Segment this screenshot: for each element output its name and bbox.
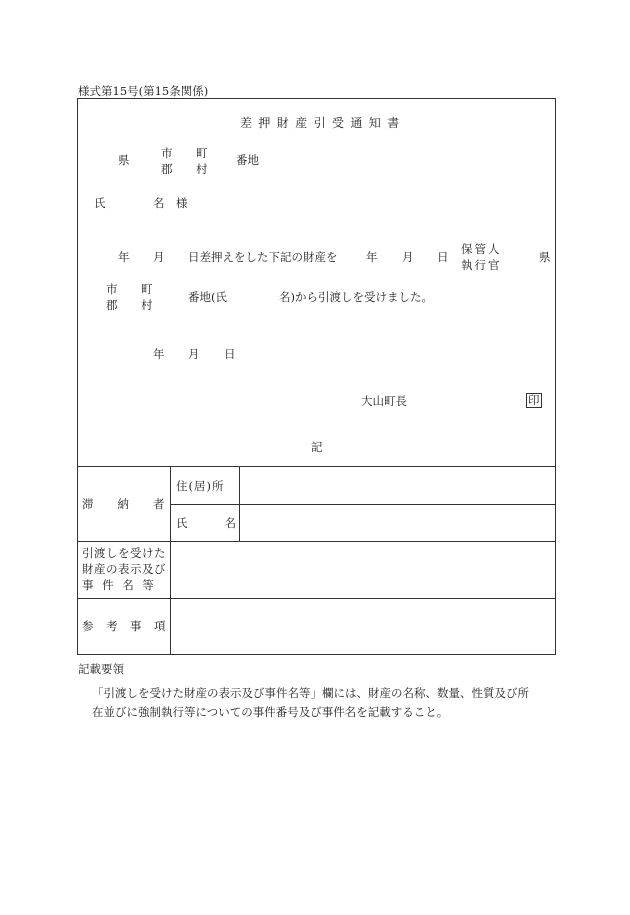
issuer-name: 大山町長 (361, 394, 407, 408)
notes-line-2: 在並びに強制執行等についての事件番号及び事件名を記載すること。 (92, 705, 449, 719)
label-taino-text: 滞納者 (82, 497, 189, 511)
address-ken: 県 (118, 153, 130, 167)
ki-label: 記 (311, 440, 323, 454)
document-title: 差押財産引受通知書 (240, 116, 406, 130)
body-nichi: 日 (437, 250, 449, 264)
body-shi: 市 (106, 282, 118, 296)
body-mura: 村 (141, 298, 153, 312)
body-hokan: 保管人 (461, 242, 502, 256)
label-shimei: 氏名 (176, 516, 273, 530)
address-banchi: 番地 (236, 153, 259, 167)
body-gun: 郡 (106, 298, 118, 312)
form-number: 様式第15号(第15条関係) (78, 84, 209, 98)
label-sanko: 参考事項 (82, 619, 178, 633)
addressee-shi: 氏 (94, 196, 106, 210)
body-tsuki-2: 月 (402, 250, 414, 264)
address-shi: 市 (161, 146, 173, 160)
body-ken: 県 (539, 250, 551, 264)
addressee-mei: 名 (153, 196, 165, 210)
label-property-1: 引渡しを受けた (82, 546, 166, 560)
addressee-sama: 様 (176, 196, 188, 210)
label-jusho: 住(居)所 (176, 479, 225, 493)
label-property-3: 事件名等 (82, 578, 163, 592)
table-row-divider-1 (170, 504, 556, 505)
address-mura: 村 (196, 162, 208, 176)
body-nen: 年 (118, 250, 130, 264)
seal-mark: 印 (528, 393, 540, 407)
label-property-2: 財産の表示及び (82, 562, 166, 576)
body-machi: 町 (141, 282, 153, 296)
table-row-divider-2 (77, 541, 556, 542)
notes-line-1: 「引渡しを受けた財産の表示及び事件名等」欄には、財産の名称、数量、性質及び所 (92, 686, 529, 700)
table-row-divider-3 (77, 598, 556, 599)
body-text3: 名)から引渡しを受けました。 (279, 290, 433, 304)
body-nen-2: 年 (366, 250, 378, 264)
address-machi: 町 (196, 146, 208, 160)
body-shikkokan: 執行官 (461, 258, 502, 272)
notes-heading: 記載要領 (78, 662, 124, 676)
body-tsuki: 月 (153, 250, 165, 264)
label-taino (82, 497, 189, 511)
table-top-border (77, 466, 556, 467)
body-text1: 日差押えをした下記の財産を (188, 250, 338, 264)
address-gun: 郡 (161, 162, 173, 176)
date-nichi: 日 (224, 347, 236, 361)
date-tsuki: 月 (188, 347, 200, 361)
date-nen: 年 (153, 347, 165, 361)
body-text2: 番地(氏 (188, 290, 227, 304)
